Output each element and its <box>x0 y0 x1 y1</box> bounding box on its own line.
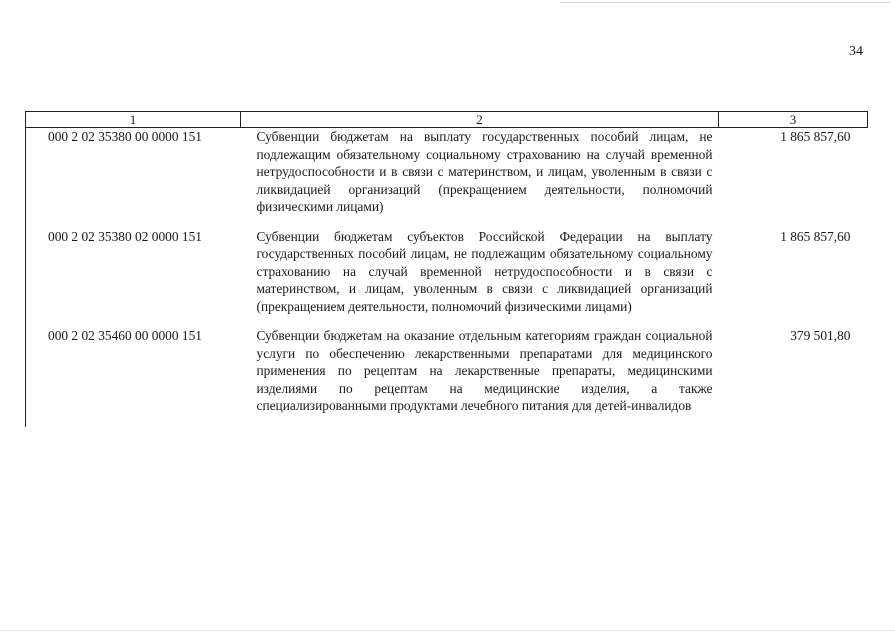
column-header-code: 1 <box>26 112 241 128</box>
page-number: 34 <box>849 44 863 59</box>
row-description: Субвенции бюджетам на выплату государственных пособий лицам, не подлежащим обязательному социальному страхованию на случай временной нетрудоспособности и в связи с материнством, и лицам, уволенным в связи с ликвидацией организаций (прекращением деятельности, полномочий физическими лицами) <box>256 129 713 214</box>
scan-edge-top <box>560 2 890 3</box>
row-amount: 379 501,80 <box>790 328 851 343</box>
row-code: 000 2 02 35380 02 0000 151 <box>26 228 241 328</box>
table-row <box>26 128 868 228</box>
row-amount: 1 865 857,60 <box>780 228 851 244</box>
budget-table <box>25 111 868 427</box>
row-description: Субвенции бюджетам субъектов Российской Федерации на выплату государственных пособий лицам, не подлежащим обязательному социальному страхованию на случай временной нетрудоспособности и в связи с материнством, и лицам, уволенным в связи с ликвидацией организаций (прекращением деятельности, полномочий физическими лицами) <box>256 228 713 314</box>
row-amount: 1 865 857,60 <box>780 129 851 144</box>
row-code: 000 2 02 35460 00 0000 151 <box>26 327 241 427</box>
table-row <box>26 228 868 328</box>
table-header-row <box>26 112 868 128</box>
table-row <box>26 327 868 427</box>
row-description: Субвенции бюджетам на оказание отдельным категориям граждан социальной услуги по обеспечению лекарственными препаратами для медицинского применения по рецептам на лекарственные препараты, медицинскими изделиями по рецептам на медицинские изделия, а также специализированными продуктами лечебного питания для детей-инвалидов <box>256 328 713 413</box>
column-header-amount: 3 <box>719 112 868 128</box>
column-header-description: 2 <box>241 112 719 128</box>
scan-edge-bottom <box>0 630 895 631</box>
row-code: 000 2 02 35380 00 0000 151 <box>26 128 241 228</box>
